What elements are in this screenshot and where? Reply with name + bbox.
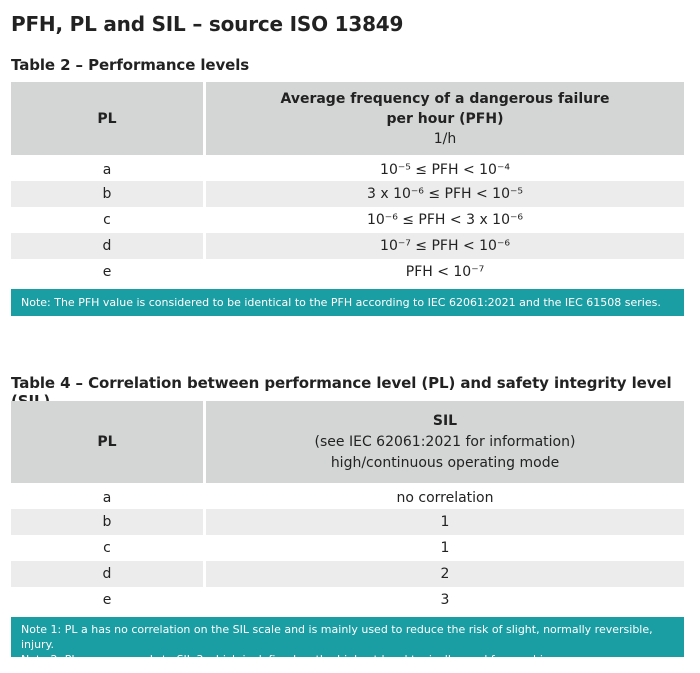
table4-cell-pl: b	[11, 509, 206, 535]
table-row	[11, 207, 684, 233]
table-row	[11, 259, 684, 285]
table-row	[11, 587, 684, 613]
table4-cell-sil: 2	[206, 561, 684, 587]
table4-cell-sil: 1	[206, 535, 684, 561]
table4-cell-sil: no correlation	[206, 483, 684, 509]
table4-cell-sil: 3	[206, 587, 684, 613]
table2-cell-pl: e	[11, 259, 206, 285]
table-row	[11, 535, 684, 561]
performance-levels-table	[11, 82, 684, 285]
pl-sil-correlation-table	[11, 401, 684, 613]
table4-cell-pl: c	[11, 535, 206, 561]
table2-caption: Table 2 – Performance levels	[11, 56, 250, 74]
table4-note1: Note 1: PL a has no correlation on the SIL scale and is mainly used to reduce the risk of slight, normally reversible, injury.	[21, 623, 653, 651]
table2-cell-pl: c	[11, 207, 206, 233]
table2-cell-pfh: PFH < 10⁻⁷	[206, 259, 684, 285]
table-row	[11, 561, 684, 587]
table-row	[11, 155, 684, 181]
table2-header-pfh-line1: Average frequency of a dangerous failure	[280, 90, 610, 107]
table2-cell-pl: a	[11, 155, 206, 181]
table2-header-pfh-line2: per hour (PFH)	[386, 110, 504, 127]
table2-cell-pfh: 10⁻⁶ ≤ PFH < 3 x 10⁻⁶	[206, 207, 684, 233]
table4-header-sil-line3: high/continuous operating mode	[330, 454, 560, 471]
page-title: PFH, PL and SIL – source ISO 13849	[11, 12, 404, 36]
table2-cell-pfh: 10⁻⁷ ≤ PFH < 10⁻⁶	[206, 233, 684, 259]
table2-header-pfh-unit: 1/h	[433, 130, 457, 147]
table4-header-sil	[206, 401, 684, 483]
table4-notes	[11, 617, 684, 666]
table4-cell-pl: e	[11, 587, 206, 613]
table4-cell-pl: d	[11, 561, 206, 587]
table-row	[11, 483, 684, 509]
table-row	[11, 233, 684, 259]
table2-header-pl: PL	[11, 82, 206, 155]
table4-header-sil-title: SIL	[432, 412, 458, 429]
table2-cell-pl: d	[11, 233, 206, 259]
table-row	[11, 181, 684, 207]
table2-note: Note: The PFH value is considered to be identical to the PFH according to IEC 62061:2021 and the IEC 61508 series.	[11, 289, 684, 316]
table4-cell-sil: 1	[206, 509, 684, 535]
table4-header-sil-line2: (see IEC 62061:2021 for information)	[314, 433, 576, 450]
table4-cell-pl: a	[11, 483, 206, 509]
table4-caption: Table 4 – Correlation between performance level (PL) and safety integrity level	[11, 374, 672, 392]
table2-cell-pl: b	[11, 181, 206, 207]
table2-cell-pfh: 10⁻⁵ ≤ PFH < 10⁻⁴	[206, 155, 684, 181]
table2-cell-pfh: 3 x 10⁻⁶ ≤ PFH < 10⁻⁵	[206, 181, 684, 207]
table2-header-pfh	[206, 82, 684, 155]
table-row	[11, 509, 684, 535]
table4-note2: Note 2: PL e corresponds to SIL 3 which is defined as the highest level typically used for machinery.	[21, 653, 570, 666]
table4-header-pl: PL	[11, 401, 206, 483]
